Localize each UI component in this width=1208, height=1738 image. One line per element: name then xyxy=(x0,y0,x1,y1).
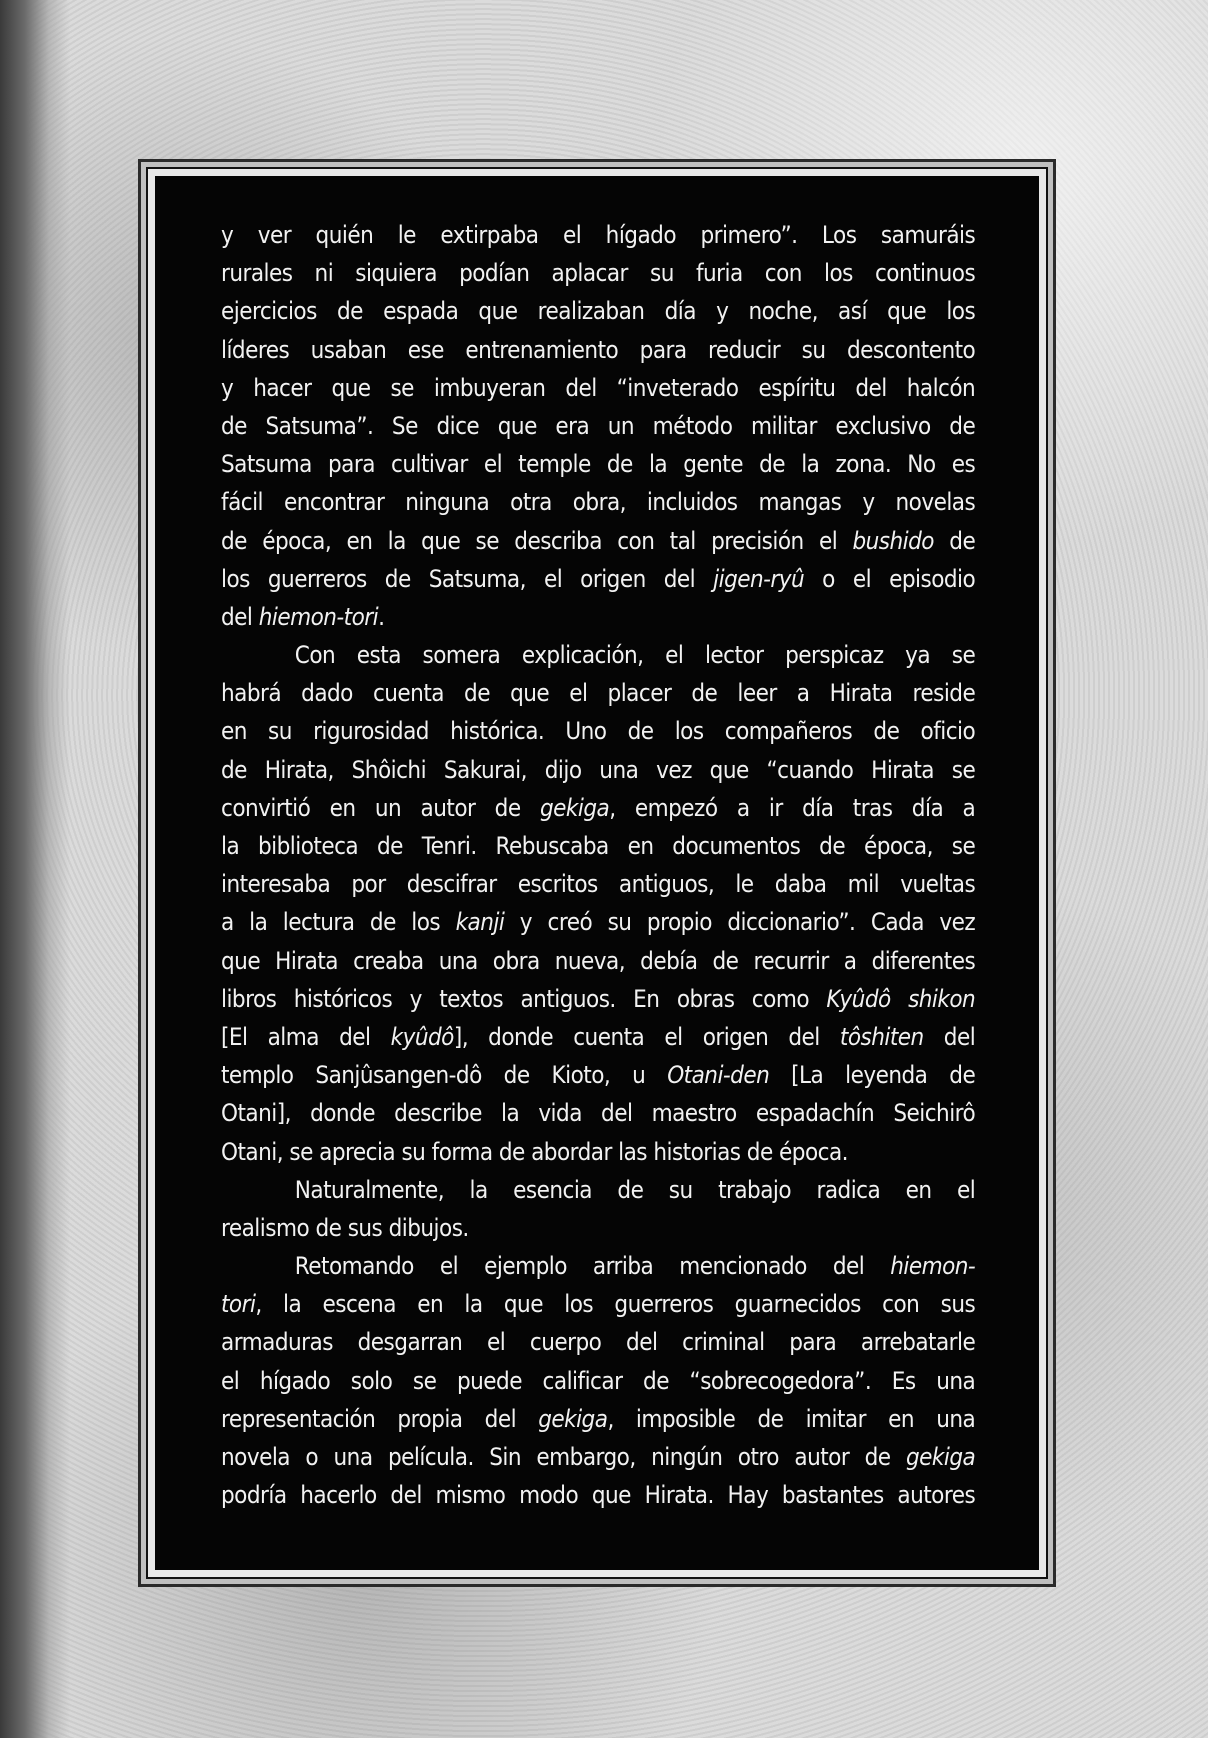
text-run: Otani], donde describe la vida del maestro espadachín Seichirô xyxy=(221,1099,976,1128)
text-line xyxy=(221,903,975,941)
text-line xyxy=(221,980,975,1018)
text-run: o el episodio xyxy=(804,564,976,593)
text-run: , la escena en la que los guerreros guarnecidos con sus xyxy=(255,1290,976,1319)
text-run: libros históricos y textos antiguos. En obras como xyxy=(221,984,827,1013)
text-line xyxy=(221,216,975,254)
text-line xyxy=(221,674,975,712)
text-run: y hacer que se imbuyeran del “inveterado espíritu del halcón xyxy=(221,373,976,402)
text-run: armaduras desgarran el cuerpo del criminal para arrebatarle xyxy=(221,1328,976,1357)
text-line xyxy=(221,942,975,980)
text-run: rurales ni siquiera podían aplacar su furia con los continuos xyxy=(221,259,976,288)
text-line xyxy=(221,522,975,560)
text-run: a la lectura de los xyxy=(221,908,456,937)
text-run: de Satsuma”. Se dice que era un método militar exclusivo de xyxy=(221,411,976,440)
text-line xyxy=(221,636,975,674)
text-run: Otani, se aprecia su forma de abordar las historias de época. xyxy=(221,1137,849,1166)
text-line xyxy=(221,483,975,521)
text-run: Naturalmente, la esencia de su trabajo radica en el xyxy=(294,1175,976,1204)
text-run: y creó su propio diccionario”. Cada vez xyxy=(504,908,976,937)
text-run: de época, en la que se describa con tal precisión el xyxy=(221,526,853,555)
italic-term: tôshiten xyxy=(839,1022,924,1051)
text-run: [La leyenda de xyxy=(769,1061,976,1090)
text-line xyxy=(221,1476,975,1514)
body-text-lines xyxy=(221,216,975,1514)
text-run: de xyxy=(933,526,976,555)
text-run: los guerreros de Satsuma, el origen del xyxy=(221,564,714,593)
text-line xyxy=(221,751,975,789)
italic-term: kyûdô xyxy=(390,1022,454,1051)
italic-term: gekiga xyxy=(905,1443,976,1471)
text-run: templo Sanjûsangen-dô de Kioto, u xyxy=(221,1061,668,1090)
text-run: ], donde cuenta el origen del xyxy=(453,1022,840,1051)
text-line xyxy=(221,1247,975,1285)
text-run: de Hirata, Shôichi Sakurai, dijo una vez que “cuando Hirata se xyxy=(221,755,976,784)
text-line xyxy=(221,1209,975,1247)
text-run: habrá dado cuenta de que el placer de leer a Hirata reside xyxy=(221,679,976,708)
text-run: . xyxy=(378,602,385,631)
text-run: Con esta somera explicación, el lector perspicaz ya se xyxy=(294,641,976,670)
text-run: novela o una película. Sin embargo, ningún otro autor de xyxy=(221,1443,906,1471)
italic-term: gekiga xyxy=(539,793,610,822)
text-run: la biblioteca de Tenri. Rebuscaba en documentos de época, se xyxy=(221,832,976,860)
text-run: realismo de sus dibujos. xyxy=(221,1213,469,1242)
text-line xyxy=(221,1400,975,1438)
text-line xyxy=(221,292,975,330)
text-line xyxy=(221,407,975,445)
italic-term: Otani-den xyxy=(667,1061,770,1090)
text-run: representación propia del xyxy=(221,1404,539,1433)
italic-term: hiemon- xyxy=(890,1252,976,1281)
text-run: Retomando el ejemplo arriba mencionado del xyxy=(294,1252,891,1281)
text-run: interesaba por descifrar escritos antiguos, le daba mil vueltas xyxy=(221,870,976,899)
text-run: convirtió en un autor de xyxy=(221,793,540,822)
text-line xyxy=(221,254,975,292)
text-line xyxy=(221,445,975,483)
text-line xyxy=(221,598,975,636)
text-run: que Hirata creaba una obra nueva, debía de recurrir a diferentes xyxy=(221,946,976,975)
italic-term: gekiga xyxy=(538,1404,608,1433)
text-line xyxy=(221,827,975,865)
text-line xyxy=(221,1056,975,1094)
text-run: podría hacerlo del mismo modo que Hirata. Hay bastantes autores xyxy=(221,1481,976,1510)
text-run: el hígado solo se puede calificar de “sobrecogedora”. Es una xyxy=(221,1366,976,1395)
text-line xyxy=(221,1285,975,1323)
italic-term: kanji xyxy=(455,908,505,937)
text-line xyxy=(221,865,975,903)
text-line xyxy=(221,1171,975,1209)
text-line xyxy=(221,1438,975,1476)
italic-term: hiemon-tori xyxy=(258,602,379,631)
text-line xyxy=(221,1094,975,1132)
text-line xyxy=(221,369,975,407)
text-line xyxy=(221,1133,975,1171)
text-run: fácil encontrar ninguna otra obra, incluidos mangas y novelas xyxy=(221,488,976,517)
text-line xyxy=(221,712,975,750)
text-line xyxy=(221,560,975,598)
text-line xyxy=(221,1323,975,1361)
text-run: , empezó a ir día tras día a xyxy=(609,793,976,822)
italic-term: bushido xyxy=(852,526,934,555)
page-left-edge-shadow xyxy=(0,0,70,1738)
text-run: ejercicios de espada que realizaban día y noche, así que los xyxy=(221,297,976,326)
italic-term: Kyûdô shikon xyxy=(826,984,976,1013)
text-line xyxy=(221,1362,975,1400)
body-text xyxy=(221,216,976,1514)
text-run: en su rigurosidad histórica. Uno de los compañeros de oficio xyxy=(221,717,976,746)
text-line xyxy=(221,1018,975,1056)
text-run: del xyxy=(221,602,259,631)
text-run: líderes usaban ese entrenamiento para reducir su descontento xyxy=(221,335,976,364)
text-run: del xyxy=(923,1022,976,1051)
text-line xyxy=(221,331,975,369)
text-run: y ver quién le extirpaba el hígado primero”. Los samuráis xyxy=(221,221,976,249)
text-run: Satsuma para cultivar el temple de la gente de la zona. No es xyxy=(221,450,976,479)
italic-term: jigen-ryû xyxy=(713,564,805,593)
text-line xyxy=(221,789,975,827)
text-run: [El alma del xyxy=(221,1022,391,1051)
italic-term: tori xyxy=(221,1290,256,1319)
text-run: , imposible de imitar en una xyxy=(607,1404,976,1433)
